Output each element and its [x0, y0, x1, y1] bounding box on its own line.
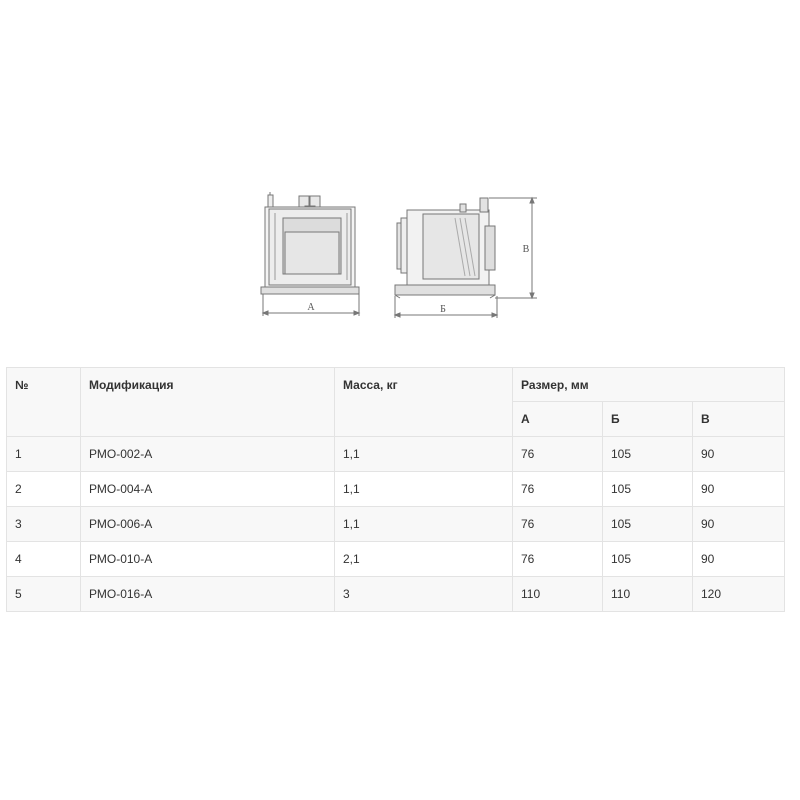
cell-size-b: 110 [603, 577, 693, 612]
cell-size-a: 76 [513, 437, 603, 472]
header-model: Модификация [81, 368, 335, 437]
transformer-drawing [255, 188, 555, 323]
side-view [395, 198, 537, 318]
header-number: № [7, 368, 81, 437]
cell-size-b: 105 [603, 542, 693, 577]
header-mass: Масса, кг [335, 368, 513, 437]
dimension-label-a: А [307, 302, 315, 313]
table-row [7, 507, 785, 542]
cell-size-a: 76 [513, 507, 603, 542]
cell-size-v: 90 [693, 542, 785, 577]
cell-size-v: 90 [693, 472, 785, 507]
cell-number: 1 [7, 437, 81, 472]
cell-mass: 2,1 [335, 542, 513, 577]
cell-model: РМО-004-А [81, 472, 335, 507]
cell-mass: 1,1 [335, 472, 513, 507]
cell-size-a: 110 [513, 577, 603, 612]
table-row [7, 577, 785, 612]
cell-size-a: 76 [513, 542, 603, 577]
cell-mass: 1,1 [335, 437, 513, 472]
cell-model: РМО-010-А [81, 542, 335, 577]
header-size-v: В [693, 402, 785, 437]
front-view [261, 192, 359, 316]
cell-number: 2 [7, 472, 81, 507]
table-row [7, 472, 785, 507]
cell-model: РМО-016-А [81, 577, 335, 612]
cell-size-b: 105 [603, 507, 693, 542]
cell-number: 4 [7, 542, 81, 577]
cell-size-v: 120 [693, 577, 785, 612]
table-row [7, 437, 785, 472]
cell-size-a: 76 [513, 472, 603, 507]
dimension-label-b: Б [440, 304, 446, 315]
cell-number: 5 [7, 577, 81, 612]
cell-size-b: 105 [603, 437, 693, 472]
dimension-label-v: В [522, 244, 530, 255]
table-row [7, 542, 785, 577]
cell-size-v: 90 [693, 437, 785, 472]
specifications-table [6, 367, 785, 612]
cell-model: РМО-006-А [81, 507, 335, 542]
cell-size-v: 90 [693, 507, 785, 542]
header-size-b: Б [603, 402, 693, 437]
cell-mass: 1,1 [335, 507, 513, 542]
cell-model: РМО-002-А [81, 437, 335, 472]
cell-mass: 3 [335, 577, 513, 612]
cell-size-b: 105 [603, 472, 693, 507]
header-size-a: А [513, 402, 603, 437]
header-size: Размер, мм [513, 368, 785, 402]
cell-number: 3 [7, 507, 81, 542]
transformer-dimension-diagram [255, 188, 555, 323]
